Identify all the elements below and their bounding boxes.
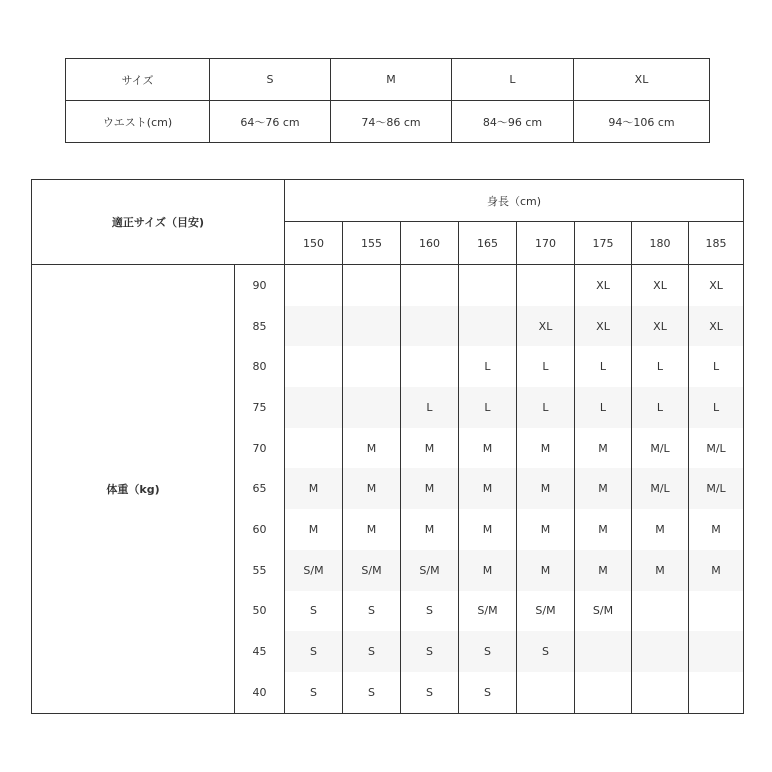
size-cell: M: [575, 509, 632, 550]
size-cell: S: [401, 591, 459, 632]
height-value: 150: [285, 222, 343, 265]
size-cell: M: [689, 550, 744, 591]
size-cell: [343, 306, 401, 347]
size-cell: [285, 387, 343, 428]
size-cell: [459, 306, 517, 347]
size-cell: M: [517, 468, 575, 509]
size-cell: [632, 591, 689, 632]
size-cell: [343, 265, 401, 306]
weight-value: 75: [235, 387, 285, 428]
waist-l: 84～96 cm: [452, 101, 574, 143]
size-cell: S: [343, 591, 401, 632]
size-cell: S/M: [343, 550, 401, 591]
size-cell: [285, 346, 343, 387]
waist-header-row: [66, 59, 710, 101]
size-cell: S: [285, 631, 343, 672]
size-cell: [401, 265, 459, 306]
size-cell: [689, 672, 744, 713]
size-cell: M/L: [632, 468, 689, 509]
size-cell: M: [459, 468, 517, 509]
size-cell: L: [459, 387, 517, 428]
size-cell: M: [401, 468, 459, 509]
size-cell: XL: [575, 265, 632, 306]
weight-value: 40: [235, 672, 285, 713]
size-cell: M: [459, 550, 517, 591]
waist-size-table: [65, 58, 710, 143]
size-cell: L: [575, 346, 632, 387]
size-cell: [689, 631, 744, 672]
height-value: 185: [689, 222, 744, 265]
size-cell: [401, 306, 459, 347]
size-cell: L: [689, 387, 744, 428]
size-cell: M: [517, 428, 575, 469]
size-cell: [575, 672, 632, 713]
size-cell: M: [517, 550, 575, 591]
size-m: M: [331, 59, 452, 101]
size-cell: M: [459, 428, 517, 469]
size-xl: XL: [574, 59, 710, 101]
corner-label: 適正サイズ（目安): [32, 180, 285, 265]
size-cell: [343, 387, 401, 428]
height-value: 155: [343, 222, 401, 265]
size-cell: [459, 265, 517, 306]
size-cell: S: [401, 631, 459, 672]
waist-xl: 94～106 cm: [574, 101, 710, 143]
size-cell: [632, 631, 689, 672]
size-cell: L: [632, 387, 689, 428]
weight-value: 85: [235, 306, 285, 347]
waist-row-label: ウエスト(cm): [66, 101, 210, 143]
size-cell: [285, 265, 343, 306]
weight-value: 50: [235, 591, 285, 632]
weight-value: 65: [235, 468, 285, 509]
size-cell: M: [343, 509, 401, 550]
size-cell: S/M: [459, 591, 517, 632]
size-cell: L: [517, 346, 575, 387]
size-fit-chart: [31, 179, 744, 714]
table-row: [32, 265, 744, 306]
chart-header-row: [32, 180, 744, 222]
size-cell: L: [517, 387, 575, 428]
size-cell: M: [285, 468, 343, 509]
size-cell: M: [575, 468, 632, 509]
size-cell: S: [517, 631, 575, 672]
size-cell: L: [689, 346, 744, 387]
size-cell: [285, 306, 343, 347]
size-cell: XL: [632, 265, 689, 306]
size-cell: S: [459, 631, 517, 672]
size-cell: M/L: [689, 468, 744, 509]
height-value: 170: [517, 222, 575, 265]
size-cell: M: [285, 509, 343, 550]
size-cell: S: [401, 672, 459, 713]
size-cell: M: [459, 509, 517, 550]
size-cell: S: [285, 672, 343, 713]
size-cell: S/M: [575, 591, 632, 632]
weight-value: 70: [235, 428, 285, 469]
size-cell: [517, 265, 575, 306]
height-axis-label: 身長（cm): [285, 180, 744, 222]
size-cell: M: [343, 428, 401, 469]
size-cell: M: [343, 468, 401, 509]
size-cell: S/M: [285, 550, 343, 591]
weight-value: 45: [235, 631, 285, 672]
size-cell: M/L: [689, 428, 744, 469]
size-cell: [343, 346, 401, 387]
size-cell: [517, 672, 575, 713]
size-cell: [689, 591, 744, 632]
weight-axis-label: 体重（kg): [32, 265, 235, 714]
size-cell: M: [689, 509, 744, 550]
size-cell: L: [459, 346, 517, 387]
size-cell: S: [459, 672, 517, 713]
size-cell: S/M: [401, 550, 459, 591]
size-cell: M/L: [632, 428, 689, 469]
size-cell: XL: [632, 306, 689, 347]
size-cell: M: [575, 550, 632, 591]
height-value: 175: [575, 222, 632, 265]
weight-value: 80: [235, 346, 285, 387]
size-cell: S/M: [517, 591, 575, 632]
size-cell: S: [285, 591, 343, 632]
height-value: 180: [632, 222, 689, 265]
size-cell: M: [401, 509, 459, 550]
size-cell: M: [632, 509, 689, 550]
size-cell: [632, 672, 689, 713]
size-cell: [401, 346, 459, 387]
size-cell: M: [575, 428, 632, 469]
size-cell: L: [632, 346, 689, 387]
size-cell: L: [575, 387, 632, 428]
size-cell: M: [632, 550, 689, 591]
size-l: L: [452, 59, 574, 101]
size-cell: XL: [575, 306, 632, 347]
size-s: S: [210, 59, 331, 101]
waist-m: 74～86 cm: [331, 101, 452, 143]
size-cell: M: [401, 428, 459, 469]
weight-value: 90: [235, 265, 285, 306]
waist-s: 64～76 cm: [210, 101, 331, 143]
size-cell: XL: [689, 306, 744, 347]
size-cell: [575, 631, 632, 672]
height-value: 160: [401, 222, 459, 265]
size-cell: XL: [689, 265, 744, 306]
weight-value: 55: [235, 550, 285, 591]
size-cell: [285, 428, 343, 469]
size-cell: L: [401, 387, 459, 428]
size-cell: S: [343, 672, 401, 713]
size-cell: S: [343, 631, 401, 672]
height-value: 165: [459, 222, 517, 265]
waist-value-row: [66, 101, 710, 143]
weight-value: 60: [235, 509, 285, 550]
size-header-label: サイズ: [66, 59, 210, 101]
size-cell: M: [517, 509, 575, 550]
size-cell: XL: [517, 306, 575, 347]
